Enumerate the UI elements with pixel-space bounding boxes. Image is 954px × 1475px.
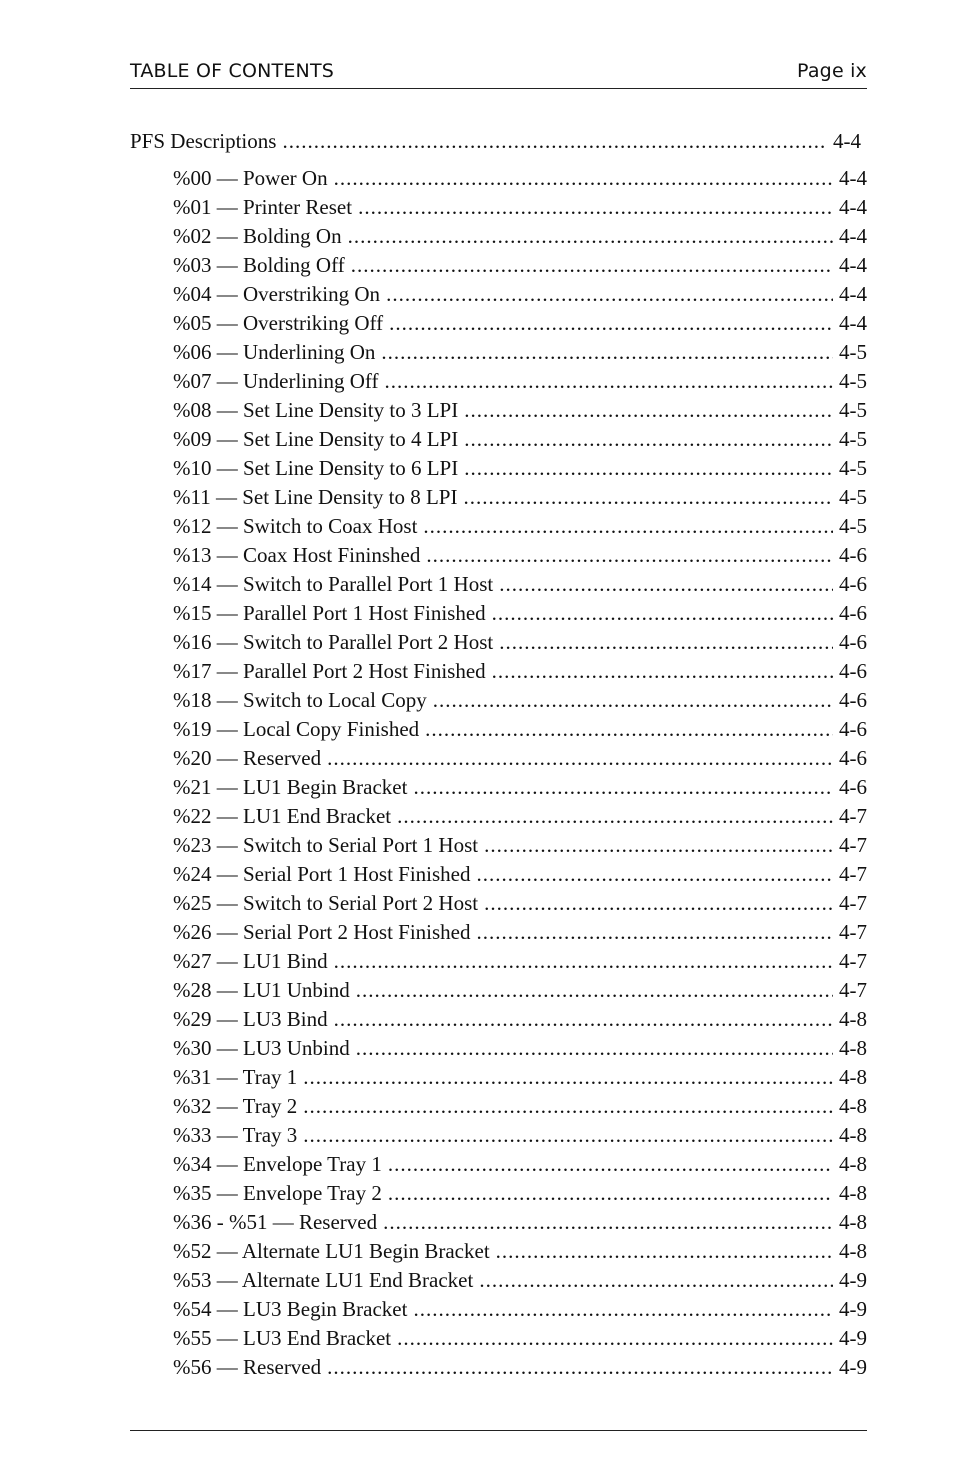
toc-entry-page: 4-6 xyxy=(839,543,867,567)
toc-entry[interactable] xyxy=(130,831,867,860)
dot-leader xyxy=(348,222,833,251)
toc-entry-page: 4-8 xyxy=(839,1152,867,1176)
dot-leader xyxy=(413,1295,833,1324)
dot-leader xyxy=(358,193,833,222)
toc-entry-page: 4-4 xyxy=(839,282,867,306)
dot-leader xyxy=(334,164,833,193)
toc-entry[interactable] xyxy=(130,715,867,744)
toc-entry-title: %34 — Envelope Tray 1 xyxy=(173,1152,382,1176)
dot-leader xyxy=(484,889,833,918)
dot-leader xyxy=(464,425,833,454)
dot-leader xyxy=(499,628,833,657)
dot-leader xyxy=(327,1353,833,1382)
toc-entry-page: 4-8 xyxy=(839,1210,867,1234)
dot-leader xyxy=(463,483,833,512)
toc-entry-page: 4-8 xyxy=(839,1239,867,1263)
dot-leader xyxy=(484,831,833,860)
dot-leader xyxy=(492,657,833,686)
dot-leader xyxy=(303,1121,833,1150)
dot-leader xyxy=(423,512,833,541)
toc-entry[interactable] xyxy=(130,1208,867,1237)
toc-entry-title: %26 — Serial Port 2 Host Finished xyxy=(173,920,471,944)
toc-entry-page: 4-5 xyxy=(839,456,867,480)
toc-entry[interactable] xyxy=(130,686,867,715)
toc-entry-title: %54 — LU3 Begin Bracket xyxy=(173,1297,408,1321)
dot-leader xyxy=(479,1266,833,1295)
toc-entry-page: 4-4 xyxy=(839,166,867,190)
toc-entry-page: 4-7 xyxy=(839,804,867,828)
toc-entry-title: %03 — Bolding Off xyxy=(173,253,345,277)
toc-entry-page: 4-6 xyxy=(839,717,867,741)
toc-entry[interactable] xyxy=(130,338,867,367)
toc-entry[interactable] xyxy=(130,802,867,831)
toc-entry[interactable] xyxy=(130,1005,867,1034)
toc-entry-title: %06 — Underlining On xyxy=(173,340,376,364)
toc-entry-page: 4-6 xyxy=(839,688,867,712)
toc-entry-page: 4-4 xyxy=(839,311,867,335)
toc-entry[interactable] xyxy=(130,396,867,425)
toc-entry[interactable] xyxy=(130,1237,867,1266)
toc-entry-title: %09 — Set Line Density to 4 LPI xyxy=(173,427,459,451)
toc-entry-title: %33 — Tray 3 xyxy=(173,1123,298,1147)
toc-entry-page: 4-7 xyxy=(839,833,867,857)
toc-entry[interactable] xyxy=(130,947,867,976)
toc-entry[interactable] xyxy=(130,918,867,947)
dot-leader xyxy=(385,367,834,396)
toc-entry[interactable] xyxy=(130,222,867,251)
toc-entry-page: 4-8 xyxy=(839,1065,867,1089)
toc-entry-title: %07 — Underlining Off xyxy=(173,369,379,393)
toc-entry-title: %17 — Parallel Port 2 Host Finished xyxy=(173,659,486,683)
toc-entry[interactable] xyxy=(130,744,867,773)
toc-entry[interactable] xyxy=(130,425,867,454)
toc-entry-page: 4-5 xyxy=(839,369,867,393)
toc-entry-title: %52 — Alternate LU1 Begin Bracket xyxy=(173,1239,490,1263)
toc-entry[interactable] xyxy=(130,976,867,1005)
dot-leader xyxy=(388,1179,833,1208)
toc-entry-page: 4-9 xyxy=(839,1297,867,1321)
toc-entry-title: %55 — LU3 End Bracket xyxy=(173,1326,392,1350)
toc-entry-title: %28 — LU1 Unbind xyxy=(173,978,350,1002)
toc-entry-page: 4-9 xyxy=(839,1326,867,1350)
dot-leader xyxy=(334,947,833,976)
toc-entry-page: 4-4 xyxy=(839,224,867,248)
toc-entry-page: 4-6 xyxy=(839,746,867,770)
toc-entry[interactable] xyxy=(130,193,867,222)
toc-entry-title: %13 — Coax Host Fininshed xyxy=(173,543,421,567)
toc-subentry-list xyxy=(130,164,867,1382)
toc-entry-title: %01 — Printer Reset xyxy=(173,195,353,219)
dot-leader xyxy=(388,1150,833,1179)
table-of-contents xyxy=(130,126,867,1382)
toc-entry-title: %02 — Bolding On xyxy=(173,224,342,248)
page-header xyxy=(130,58,867,89)
toc-entry-page: 4-5 xyxy=(839,485,867,509)
toc-entry-title: %15 — Parallel Port 1 Host Finished xyxy=(173,601,486,625)
toc-entry-title: %22 — LU1 End Bracket xyxy=(173,804,392,828)
toc-entry-page: 4-6 xyxy=(839,572,867,596)
dot-leader xyxy=(334,1005,833,1034)
toc-entry-title: %08 — Set Line Density to 3 LPI xyxy=(173,398,459,422)
toc-entry[interactable] xyxy=(130,1353,867,1382)
toc-entry[interactable] xyxy=(130,1092,867,1121)
dot-leader xyxy=(389,309,833,338)
dot-leader xyxy=(433,686,833,715)
toc-entry[interactable] xyxy=(130,309,867,338)
toc-entry[interactable] xyxy=(130,628,867,657)
toc-entry-title: %32 — Tray 2 xyxy=(173,1094,298,1118)
toc-entry-page: 4-6 xyxy=(839,659,867,683)
dot-leader xyxy=(496,1237,833,1266)
toc-entry-page: 4-7 xyxy=(839,862,867,886)
toc-entry[interactable] xyxy=(130,860,867,889)
toc-entry[interactable] xyxy=(130,251,867,280)
toc-entry-title: %29 — LU3 Bind xyxy=(173,1007,328,1031)
toc-entry[interactable] xyxy=(130,1295,867,1324)
toc-entry-title: %31 — Tray 1 xyxy=(173,1065,298,1089)
toc-entry-page: 4-5 xyxy=(839,514,867,538)
toc-entry[interactable] xyxy=(130,773,867,802)
toc-entry-page: 4-5 xyxy=(839,427,867,451)
dot-leader xyxy=(356,1034,833,1063)
toc-entry-title: %05 — Overstriking Off xyxy=(173,311,384,335)
dot-leader xyxy=(477,918,834,947)
toc-entry-page: 4-7 xyxy=(839,949,867,973)
toc-entry-title: %30 — LU3 Unbind xyxy=(173,1036,350,1060)
toc-entry[interactable] xyxy=(130,1121,867,1150)
toc-entry[interactable] xyxy=(130,512,867,541)
toc-entry-title: %00 — Power On xyxy=(173,166,328,190)
dot-leader xyxy=(356,976,833,1005)
toc-entry[interactable] xyxy=(130,1150,867,1179)
toc-entry[interactable] xyxy=(130,1034,867,1063)
toc-entry-title: %25 — Switch to Serial Port 2 Host xyxy=(173,891,479,915)
toc-entry-title: %27 — LU1 Bind xyxy=(173,949,328,973)
dot-leader xyxy=(477,860,834,889)
toc-entry-page: 4-8 xyxy=(839,1094,867,1118)
toc-entry-title: %36 - %51 — Reserved xyxy=(173,1210,378,1234)
toc-entry-page: 4-9 xyxy=(839,1355,867,1379)
toc-entry-title: %11 — Set Line Density to 8 LPI xyxy=(173,485,458,509)
toc-entry-title: %12 — Switch to Coax Host xyxy=(173,514,418,538)
toc-entry-page: 4-4 xyxy=(839,195,867,219)
toc-entry-page: 4-5 xyxy=(839,340,867,364)
toc-entry-title: %53 — Alternate LU1 End Bracket xyxy=(173,1268,474,1292)
toc-entry-page: 4-6 xyxy=(839,630,867,654)
toc-entry-title: %35 — Envelope Tray 2 xyxy=(173,1181,382,1205)
dot-leader xyxy=(327,744,833,773)
toc-entry[interactable] xyxy=(130,599,867,628)
toc-entry[interactable] xyxy=(130,280,867,309)
dot-leader xyxy=(426,541,833,570)
toc-entry-page: 4-8 xyxy=(839,1036,867,1060)
toc-entry-title: %20 — Reserved xyxy=(173,746,322,770)
dot-leader xyxy=(386,280,833,309)
toc-entry-page: 4-7 xyxy=(839,920,867,944)
toc-entry-title: %18 — Switch to Local Copy xyxy=(173,688,427,712)
toc-entry[interactable] xyxy=(130,483,867,512)
toc-entry-page: 4-8 xyxy=(839,1123,867,1147)
toc-entry[interactable] xyxy=(130,541,867,570)
toc-entry-page: 4-4 xyxy=(833,129,861,153)
toc-entry-title: %10 — Set Line Density to 6 LPI xyxy=(173,456,459,480)
toc-entry-title: %56 — Reserved xyxy=(173,1355,322,1379)
dot-leader xyxy=(303,1063,833,1092)
dot-leader xyxy=(413,773,833,802)
toc-entry-page: 4-6 xyxy=(839,775,867,799)
toc-entry-title: %14 — Switch to Parallel Port 1 Host xyxy=(173,572,494,596)
dot-leader xyxy=(303,1092,833,1121)
toc-section-entry[interactable] xyxy=(130,126,867,156)
dot-leader xyxy=(464,396,833,425)
toc-entry[interactable] xyxy=(130,1324,867,1353)
dot-leader xyxy=(492,599,833,628)
toc-entry-page: 4-8 xyxy=(839,1181,867,1205)
toc-entry-title: %23 — Switch to Serial Port 1 Host xyxy=(173,833,479,857)
toc-entry[interactable] xyxy=(130,1179,867,1208)
toc-entry-title: %04 — Overstriking On xyxy=(173,282,381,306)
toc-entry-title: %24 — Serial Port 1 Host Finished xyxy=(173,862,471,886)
toc-entry-title: %19 — Local Copy Finished xyxy=(173,717,420,741)
section-title: TABLE OF CONTENTS xyxy=(130,60,335,82)
toc-entry[interactable] xyxy=(130,889,867,918)
dot-leader xyxy=(425,715,833,744)
footer-rule xyxy=(130,1430,867,1431)
dot-leader xyxy=(381,338,833,367)
toc-entry-page: 4-8 xyxy=(839,1007,867,1031)
toc-entry-page: 4-9 xyxy=(839,1268,867,1292)
toc-entry[interactable] xyxy=(130,1266,867,1295)
page-number: Page ix xyxy=(797,60,867,82)
toc-entry[interactable] xyxy=(130,164,867,193)
dot-leader xyxy=(282,126,827,156)
toc-entry[interactable] xyxy=(130,570,867,599)
toc-entry-page: 4-6 xyxy=(839,601,867,625)
dot-leader xyxy=(397,802,833,831)
toc-entry[interactable] xyxy=(130,367,867,396)
dot-leader xyxy=(499,570,833,599)
toc-entry-page: 4-7 xyxy=(839,978,867,1002)
dot-leader xyxy=(397,1324,833,1353)
toc-entry-title: %16 — Switch to Parallel Port 2 Host xyxy=(173,630,494,654)
toc-entry-title: %21 — LU1 Begin Bracket xyxy=(173,775,408,799)
toc-entry-title: PFS Descriptions xyxy=(130,129,277,153)
toc-entry-page: 4-4 xyxy=(839,253,867,277)
dot-leader xyxy=(464,454,833,483)
dot-leader xyxy=(383,1208,833,1237)
toc-entry[interactable] xyxy=(130,1063,867,1092)
toc-entry[interactable] xyxy=(130,657,867,686)
toc-entry-page: 4-5 xyxy=(839,398,867,422)
dot-leader xyxy=(351,251,833,280)
toc-entry[interactable] xyxy=(130,454,867,483)
toc-entry-page: 4-7 xyxy=(839,891,867,915)
